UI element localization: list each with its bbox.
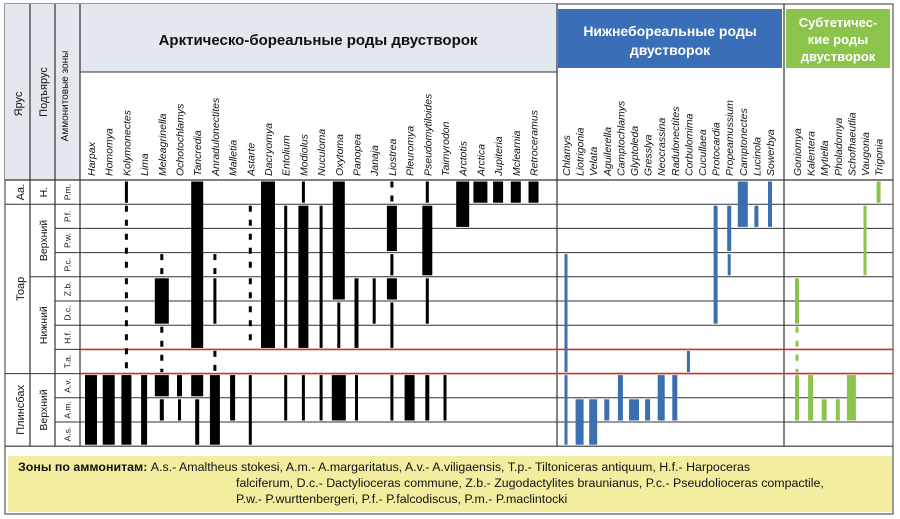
range-bar bbox=[213, 278, 216, 323]
genus-label-sowerbya: Sowerbya bbox=[765, 129, 777, 176]
genus-label-tancredia: Tancredia bbox=[192, 130, 205, 176]
range-bar bbox=[284, 206, 287, 348]
genus-label-panopea: Panopea bbox=[351, 133, 364, 176]
genus-label-meleagrinella: Meleagrinella bbox=[156, 113, 169, 176]
genus-label-malletia: Malletia bbox=[227, 139, 240, 176]
genus-label-arctica: Arctica bbox=[475, 143, 488, 176]
genus-label-corbulomima: Corbulomima bbox=[683, 113, 696, 176]
range-bar bbox=[390, 254, 393, 275]
genus-label-neocrassina: Neocrassina bbox=[656, 117, 669, 176]
range-bar bbox=[565, 375, 568, 445]
range-bar bbox=[85, 375, 97, 445]
range-bar bbox=[191, 375, 203, 396]
range-bar bbox=[687, 351, 690, 372]
range-bar bbox=[210, 375, 220, 445]
range-bar bbox=[864, 206, 867, 276]
substage-label: Н. bbox=[37, 186, 50, 198]
range-bar bbox=[302, 375, 305, 420]
genus-label-gresslya: Gresslya bbox=[642, 134, 655, 176]
range-bar bbox=[320, 206, 323, 348]
range-bar bbox=[645, 399, 650, 420]
range-bar bbox=[444, 375, 447, 420]
header-substage: Подъярус bbox=[38, 67, 50, 117]
range-bar bbox=[877, 182, 881, 203]
range-bar bbox=[565, 254, 568, 372]
range-bar bbox=[387, 206, 397, 251]
genus-label-trigonia: Trigonia bbox=[873, 138, 886, 176]
range-bar bbox=[822, 399, 827, 420]
zone-label: A.s. bbox=[62, 426, 73, 442]
genus-label-astarte: Astarte bbox=[245, 142, 258, 176]
zone-label: P.w. bbox=[62, 233, 73, 248]
zone-label: T.a. bbox=[62, 354, 73, 369]
genus-label-liostrea: Liostrea bbox=[386, 138, 399, 176]
genus-label-pleuromya: Pleuromya bbox=[404, 125, 417, 176]
genus-label-kolymonectes: Kolymonectes bbox=[121, 110, 134, 176]
range-bar bbox=[155, 375, 169, 396]
range-bar bbox=[589, 399, 597, 444]
range-bar bbox=[178, 399, 181, 420]
genus-label-goniomya: Goniomya bbox=[792, 128, 804, 176]
genus-label-glyptoleda: Glyptoleda bbox=[629, 125, 641, 176]
range-bar bbox=[473, 182, 487, 203]
range-bar bbox=[754, 206, 758, 227]
range-bar bbox=[284, 375, 287, 420]
header-zones: Аммонитовые зоны bbox=[60, 50, 71, 142]
range-bar bbox=[629, 399, 639, 420]
header-group1: Арктическо-бореальные роды двустворок bbox=[158, 32, 478, 49]
range-bar bbox=[426, 278, 429, 323]
genus-label-oxytoma: Oxytoma bbox=[333, 133, 346, 176]
genus-label-homomya: Homomya bbox=[103, 128, 116, 176]
range-bar bbox=[160, 399, 164, 420]
zone-label: P.c. bbox=[62, 257, 73, 272]
header-group3-line1: Субтетичес- bbox=[798, 15, 878, 30]
genus-label-vaugonia: Vaugonia bbox=[860, 132, 872, 176]
range-bar bbox=[230, 375, 235, 420]
range-bar bbox=[155, 278, 169, 323]
range-bar bbox=[836, 399, 840, 420]
range-bar bbox=[456, 182, 469, 227]
zone-label: P.m. bbox=[62, 183, 73, 201]
range-bar bbox=[604, 399, 609, 420]
range-bar bbox=[355, 278, 359, 348]
substage-label: Верхний bbox=[37, 389, 50, 431]
range-bar bbox=[426, 182, 429, 203]
range-bar bbox=[847, 375, 856, 420]
range-bar bbox=[141, 375, 147, 445]
range-bar bbox=[795, 375, 799, 420]
genus-label-schofhaeutlia: Schofhaeutlia bbox=[846, 112, 859, 176]
zone-label: A.m. bbox=[62, 401, 73, 419]
substage-label: Нижний bbox=[37, 306, 50, 345]
range-bar bbox=[390, 375, 393, 420]
header-group2-line1: Нижнебореальные роды bbox=[583, 23, 757, 39]
range-bar bbox=[795, 278, 799, 323]
stage-label: Тоар bbox=[14, 276, 27, 302]
genus-label-nuculoma: Nuculoma bbox=[316, 128, 329, 176]
legend-line-1: A.s.- Amaltheus stokesi, A.m.- A.margaritatus, A.v.- A.viligaensis, T.p.- Tiltoniceras antiquum, H.f.- Harpoceras bbox=[150, 460, 751, 474]
range-bar bbox=[728, 254, 731, 275]
genus-label-camptonectes: Camptonectes bbox=[737, 108, 750, 176]
genus-label-pseudomytiloides: Pseudomytiloides bbox=[422, 93, 435, 176]
zone-label: Z.b. bbox=[62, 281, 73, 297]
genus-label-velata: Velata bbox=[588, 146, 601, 176]
range-bar bbox=[177, 375, 182, 396]
range-bar bbox=[249, 375, 252, 445]
genus-label-pholadomya: Pholadomya bbox=[832, 117, 845, 176]
genus-label-modiolus: Modiolus bbox=[298, 133, 311, 176]
range-bar bbox=[121, 375, 131, 445]
zone-legend bbox=[8, 456, 892, 512]
legend-title: Зоны по аммонитам: bbox=[18, 460, 148, 474]
genus-label-aguilerella: Aguilerella bbox=[601, 126, 614, 176]
header-group3-line3: двустворок bbox=[800, 49, 876, 64]
genus-label-jupiteria: Jupiteria bbox=[493, 136, 506, 176]
range-bar bbox=[302, 182, 305, 203]
genus-label-arctotis: Arctotis bbox=[457, 140, 470, 176]
range-bar bbox=[320, 375, 323, 420]
genus-label-mclearnia: Mclearnia bbox=[510, 130, 523, 176]
zone-label: A.v. bbox=[62, 378, 73, 393]
zone-label: H.f. bbox=[62, 330, 73, 344]
range-bar bbox=[333, 182, 345, 300]
genus-label-mytiella: Mytiella bbox=[819, 140, 832, 176]
range-bar bbox=[672, 375, 677, 420]
genus-label-propeamussium: Propeamussium bbox=[724, 100, 737, 176]
range-bar bbox=[618, 375, 623, 420]
range-bar bbox=[493, 182, 503, 203]
genus-label-lima: Lima bbox=[139, 153, 152, 176]
range-bar bbox=[191, 182, 203, 348]
range-bar bbox=[195, 399, 199, 444]
genus-label-retroceramus: Retroceramus bbox=[528, 110, 541, 176]
range-bar bbox=[125, 182, 128, 203]
range-bar bbox=[390, 303, 393, 348]
range-bar bbox=[768, 182, 772, 227]
genus-label-taimyrodon: Taimyrodon bbox=[440, 121, 452, 176]
range-bar bbox=[576, 399, 584, 444]
range-bar bbox=[298, 206, 308, 348]
zone-label: P.f. bbox=[62, 210, 73, 223]
genus-label-harpax: Harpax bbox=[86, 142, 98, 176]
range-bar bbox=[658, 375, 665, 420]
genus-label-radulonectites: Radulonectites bbox=[669, 106, 682, 176]
range-bar bbox=[727, 206, 731, 251]
stage-label: Аа. bbox=[14, 183, 27, 201]
genus-label-lucinola: Lucinola bbox=[751, 136, 764, 176]
genus-label-protocardia: Protocardia bbox=[710, 122, 723, 176]
range-bar bbox=[529, 182, 539, 203]
range-bar bbox=[511, 182, 521, 203]
range-bar bbox=[738, 182, 748, 227]
genus-label-janaja: Janaja bbox=[369, 145, 382, 176]
genus-label-camptochlamys: Camptochlamys bbox=[615, 100, 628, 176]
range-bar bbox=[422, 206, 432, 276]
range-bar bbox=[714, 206, 718, 324]
range-bar bbox=[103, 375, 115, 445]
header-group3-line2: кие роды bbox=[807, 32, 869, 47]
range-bar bbox=[332, 375, 346, 420]
stage-label: Плинсбах bbox=[14, 385, 27, 435]
genus-label-anradulonectites: Anradulonectites bbox=[209, 97, 222, 176]
range-bar bbox=[373, 278, 376, 323]
range-bar bbox=[355, 375, 358, 420]
substage-label: Верхний bbox=[37, 219, 50, 262]
header-group2-line2: двустворок bbox=[629, 42, 711, 58]
chart-frame bbox=[5, 4, 893, 514]
genus-label-dacryomya: Dacryomya bbox=[263, 122, 275, 176]
range-bar bbox=[405, 375, 415, 420]
range-bar bbox=[387, 278, 397, 299]
genus-label-ochotochlamys: Ochotochlamys bbox=[174, 103, 187, 176]
zone-label: D.c. bbox=[62, 305, 73, 321]
legend-line-2: falciferum, D.c.- Dactylioceras commune, Z.b.- Zugodactylites braunianus, P.c.- Pseudolioceras compactile, bbox=[236, 476, 824, 490]
header-stage: Ярус bbox=[13, 91, 25, 117]
range-bar bbox=[425, 375, 429, 420]
genus-label-entolium: Entolium bbox=[280, 135, 293, 176]
genus-label-kalentera: Kalentera bbox=[805, 131, 818, 176]
range-bar bbox=[261, 182, 275, 348]
genus-label-cucullaea: Cucullaea bbox=[697, 129, 709, 176]
genus-label-chlamys: Chlamys bbox=[561, 135, 573, 176]
genus-label-liotrigonia: Liotrigonia bbox=[574, 127, 587, 176]
range-bar bbox=[808, 375, 813, 420]
legend-line-3: P.w.- P.wurttenbergeri, P.f.- P.falcodiscus, P.m.- P.maclintocki bbox=[236, 492, 568, 506]
range-bar bbox=[337, 303, 340, 348]
